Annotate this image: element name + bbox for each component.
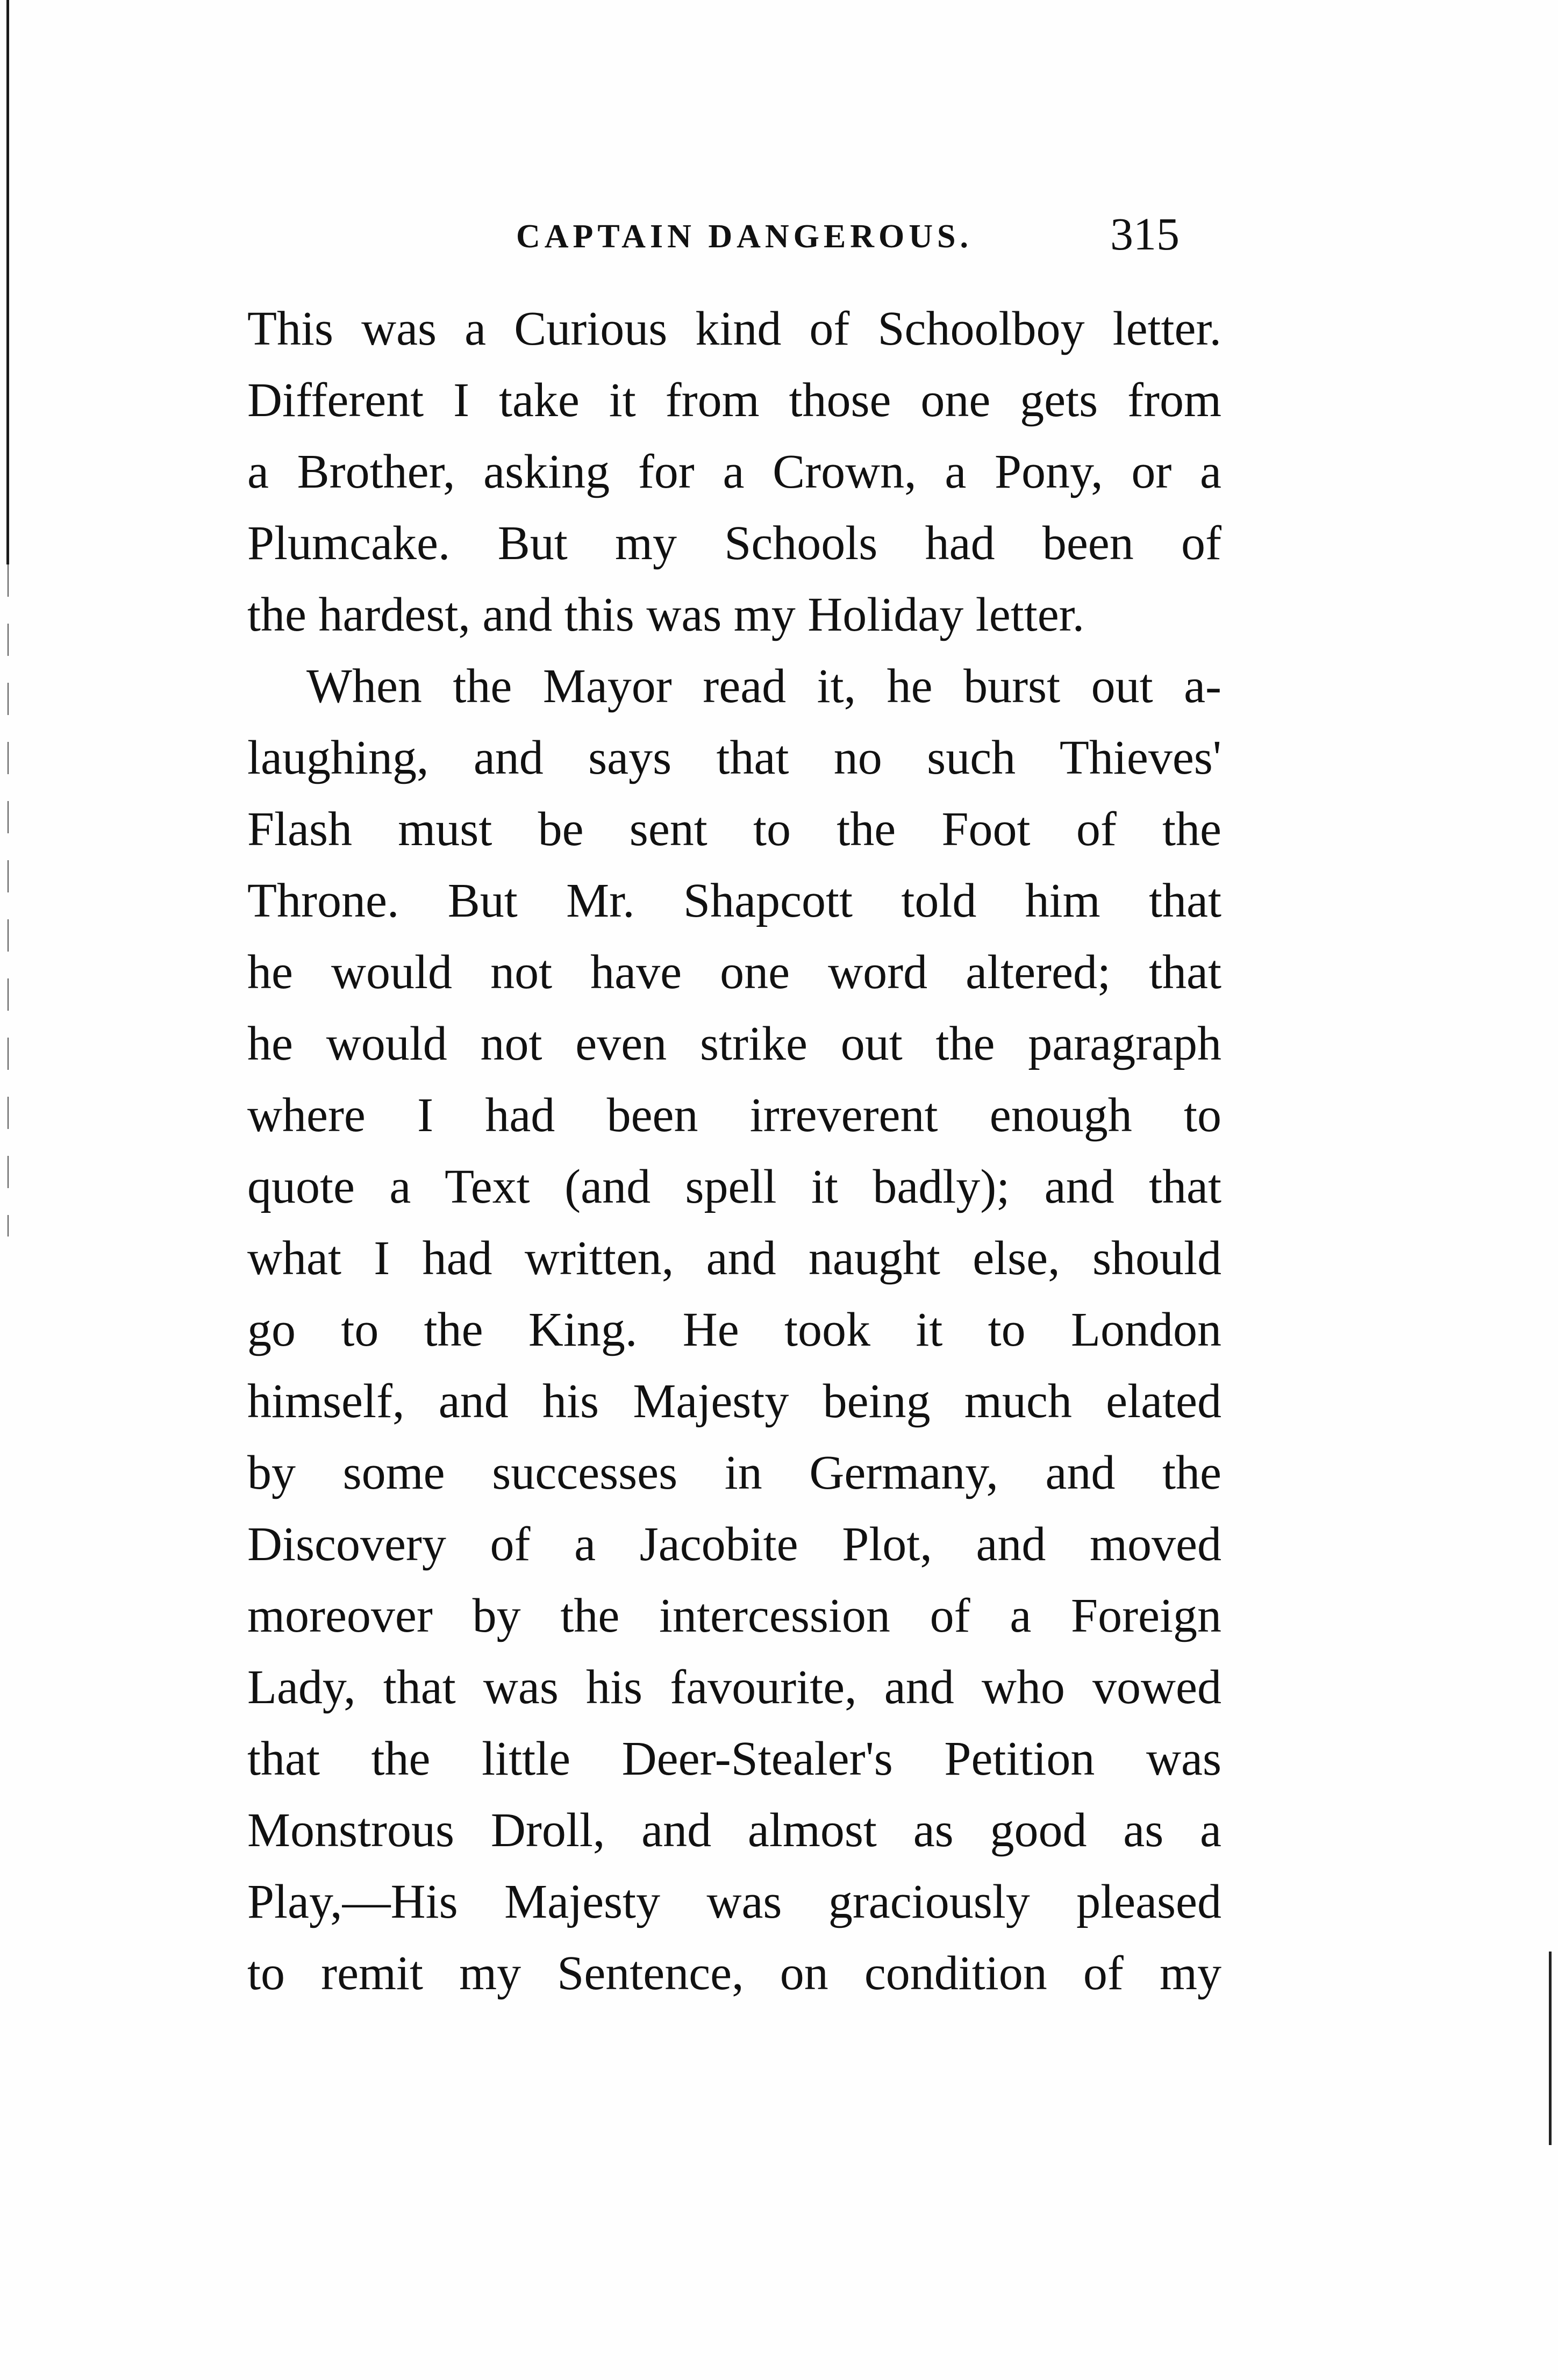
page-header bbox=[247, 207, 1269, 266]
running-head: CAPTAIN DANGEROUS. bbox=[516, 218, 973, 255]
text-line: Different I take it from those one gets from bbox=[247, 374, 1221, 427]
text-line: by some successes in Germany, and the bbox=[247, 1446, 1221, 1499]
text-line: to remit my Sentence, on condition of my bbox=[247, 1947, 1221, 2000]
right-page-edge bbox=[1549, 1952, 1552, 2145]
text-line: Play,—His Majesty was graciously pleased bbox=[247, 1875, 1221, 1928]
text-line: Monstrous Droll, and almost as good as a bbox=[247, 1804, 1221, 1857]
text-line: he would not even strike out the paragraph bbox=[247, 1017, 1221, 1070]
text-line: Throne. But Mr. Shapcott told him that bbox=[247, 874, 1221, 927]
text-line: he would not have one word altered; that bbox=[247, 946, 1221, 999]
text-line: Flash must be sent to the Foot of the bbox=[247, 803, 1221, 856]
text-line: himself, and his Majesty being much elated bbox=[247, 1375, 1221, 1428]
text-line: Plumcake. But my Schools had been of bbox=[247, 517, 1221, 570]
text-line: the hardest, and this was my Holiday letter. bbox=[247, 588, 1085, 641]
text-line: go to the King. He took it to London bbox=[247, 1303, 1221, 1356]
text-line: what I had written, and naught else, should bbox=[247, 1232, 1221, 1285]
text-line: that the little Deer-Stealer's Petition was bbox=[247, 1732, 1221, 1785]
page-number: 315 bbox=[1110, 208, 1180, 260]
text-line: Lady, that was his favourite, and who vowed bbox=[247, 1661, 1221, 1714]
text-line: Discovery of a Jacobite Plot, and moved bbox=[247, 1518, 1221, 1571]
left-binding-edge-faint bbox=[8, 564, 9, 1237]
text-line: where I had been irreverent enough to bbox=[247, 1089, 1221, 1142]
body-text bbox=[247, 293, 1221, 2009]
text-line: When the Mayor read it, he burst out a- bbox=[306, 660, 1221, 713]
text-line: quote a Text (and spell it badly); and that bbox=[247, 1160, 1221, 1213]
text-line: moreover by the intercession of a Foreign bbox=[247, 1589, 1221, 1642]
text-line: a Brother, asking for a Crown, a Pony, or a bbox=[247, 445, 1221, 498]
left-binding-edge bbox=[6, 0, 9, 564]
text-line: This was a Curious kind of Schoolboy letter. bbox=[247, 302, 1221, 355]
text-line: laughing, and says that no such Thieves' bbox=[247, 731, 1221, 784]
